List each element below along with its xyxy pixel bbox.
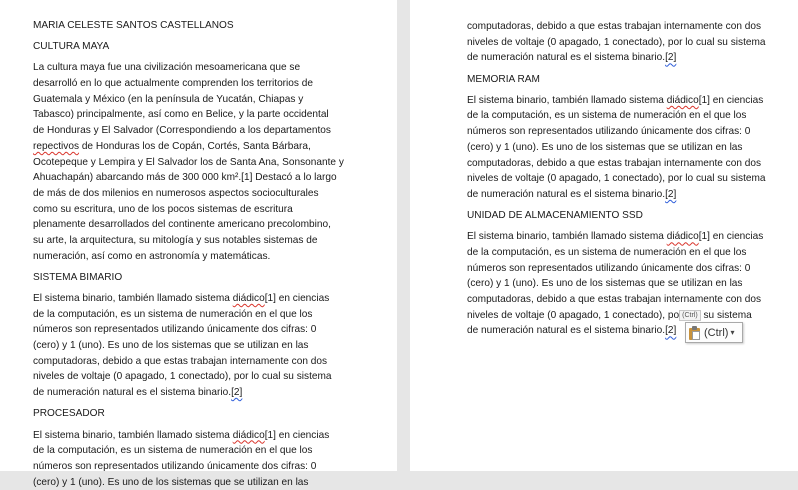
heading-procesador: PROCESADOR [33, 408, 105, 420]
paste-mini-label: (Ctrl) [682, 311, 698, 319]
text-run: El sistema binario, también llamado sistema [467, 231, 667, 243]
continued-line: computadoras, debido a que estas trabajan internamente con dos [467, 21, 762, 32]
page-left-content[interactable] [33, 18, 385, 490]
procesador-line: números son representados utilizando únicamente dos cifras: 0 [33, 460, 317, 472]
maya-line: como su escritura, uno de los pocos sistemas de escritura [33, 203, 293, 215]
author-name: MARIA CELESTE SANTOS CASTELLANOS [33, 20, 234, 31]
spelling-error-word[interactable]: repectivos [33, 140, 80, 152]
procesador-line: de la computación, es un sistema de numeración en el que los [33, 445, 313, 457]
ram-line: niveles de voltaje (0 apagado, 1 conectado), por lo cual su sistema [467, 173, 766, 185]
spelling-error-word[interactable]: diádico [232, 429, 265, 441]
maya-line: su arte, la arquitectura, su mitología y sus notables sistemas de [33, 234, 318, 246]
text-run: de numeración natural es el sistema binario. [467, 52, 666, 64]
procesador-line: (cero) y 1 (uno). Es uno de los sistemas que se utilizan en las [33, 476, 309, 488]
ssd-line: (cero) y 1 (uno). Es uno de los sistemas que se utilizan en las [467, 278, 743, 290]
citation-link[interactable]: [2] [665, 188, 677, 200]
binario-line: computadoras, debido a que estas trabajan internamente con dos [33, 355, 328, 367]
paste-options-button[interactable] [685, 322, 743, 343]
maya-line [33, 139, 385, 155]
binario-line [33, 385, 385, 401]
inline-paste-marker[interactable] [679, 310, 701, 321]
text-run: [1] en ciencias [264, 429, 330, 441]
text-run: de numeración natural es el sistema binario. [467, 188, 666, 200]
ram-line [467, 187, 783, 203]
text-run: El sistema binario, también llamado sistema [467, 94, 667, 106]
binario-line [33, 291, 385, 307]
ram-line: (cero) y 1 (uno). Es uno de los sistemas que se utilizan en las [467, 141, 743, 153]
binario-line: (cero) y 1 (uno). Es uno de los sistemas que se utilizan en las [33, 340, 309, 352]
page-right-content[interactable] [467, 19, 783, 339]
heading-sistema-binario: SISTEMA BIMARIO [33, 271, 123, 283]
binario-line: números son representados utilizando únicamente dos cifras: 0 [33, 324, 317, 336]
maya-line: de más de dos milenios en numerosos aspectos socioculturales [33, 187, 319, 199]
maya-line: Tabasco) principalmente, así como en Belice, y la parte occidental [33, 109, 329, 121]
ram-line [467, 93, 783, 109]
text-run: de numeración natural es el sistema binario. [33, 387, 232, 399]
continued-line: niveles de voltaje (0 apagado, 1 conectado), por lo cual su sistema [467, 36, 766, 48]
ssd-line: números son representados utilizando únicamente dos cifras: 0 [467, 262, 751, 274]
text-run: [1] en ciencias [264, 293, 330, 304]
maya-line: plenamente desarrollados del continente americano precolombino, [33, 219, 331, 231]
maya-line: Guatemala y México (en la península de Yucatán, Chiapas y [33, 93, 304, 105]
ssd-line: de la computación, es un sistema de numeración en el que los [467, 246, 747, 258]
maya-line: La cultura maya fue una civilización mesoamericana que se [33, 62, 301, 74]
text-run: [1] en ciencias [698, 231, 764, 243]
document-page-left[interactable] [0, 0, 397, 488]
maya-line: numeración, así como en astronomía y matemáticas. [33, 250, 271, 262]
maya-line-rest: de Honduras los de Copán, Cortés, Santa Bárbara, [79, 140, 311, 152]
maya-line: Ahuachapán) abarcando más de 300 000 km².[1] Destacó a lo largo [33, 172, 337, 184]
ssd-line [467, 229, 783, 245]
binario-line: de la computación, es un sistema de numeración en el que los [33, 308, 313, 320]
text-run: [1] en ciencias [698, 94, 764, 106]
procesador-line [33, 428, 385, 444]
heading-unidad-ssd: UNIDAD DE ALMACENAMIENTO SSD [467, 210, 643, 222]
chevron-down-icon: ▾ [730, 328, 735, 337]
citation-link[interactable]: [2] [665, 52, 677, 64]
heading-memoria-ram: MEMORIA RAM [467, 73, 540, 85]
citation-link[interactable]: [2] [665, 325, 677, 337]
ram-line: números son representados utilizando únicamente dos cifras: 0 [467, 126, 751, 138]
text-run: su sistema [700, 309, 752, 321]
ram-line: computadoras, debido a que estas trabajan internamente con dos [467, 157, 762, 169]
heading-cultura-maya: CULTURA MAYA [33, 41, 110, 53]
spelling-error-word[interactable]: diádico [232, 293, 265, 304]
continued-line [467, 50, 783, 66]
maya-line: de Honduras y El Salvador (Correspondiendo a los departamentos [33, 125, 331, 137]
ram-line: de la computación, es un sistema de numeración en el que los [467, 110, 747, 122]
ssd-line: computadoras, debido a que estas trabajan internamente con dos [467, 294, 762, 305]
text-run: niveles de voltaje (0 apagado, 1 conectado), po [467, 309, 680, 321]
maya-line: Ocotepeque y Lempira y El Salvador los de Santa Ana, Sonsonante y [33, 156, 344, 168]
text-run: El sistema binario, también llamado sistema [33, 429, 233, 441]
text-run: El sistema binario, también llamado sistema [33, 293, 233, 304]
document-page-right[interactable] [410, 0, 798, 471]
spelling-error-word[interactable]: diádico [666, 94, 699, 106]
text-run: de numeración natural es el sistema binario. [467, 325, 666, 337]
maya-line: desarrolló en lo que actualmente comprenden los territorios de [33, 78, 313, 90]
citation-link[interactable]: [2] [231, 387, 243, 399]
spelling-error-word[interactable]: diádico [666, 231, 699, 243]
binario-line: niveles de voltaje (0 apagado, 1 conectado), por lo cual su sistema [33, 371, 332, 383]
clipboard-icon [689, 326, 701, 340]
paste-options-label: (Ctrl) [704, 326, 729, 339]
